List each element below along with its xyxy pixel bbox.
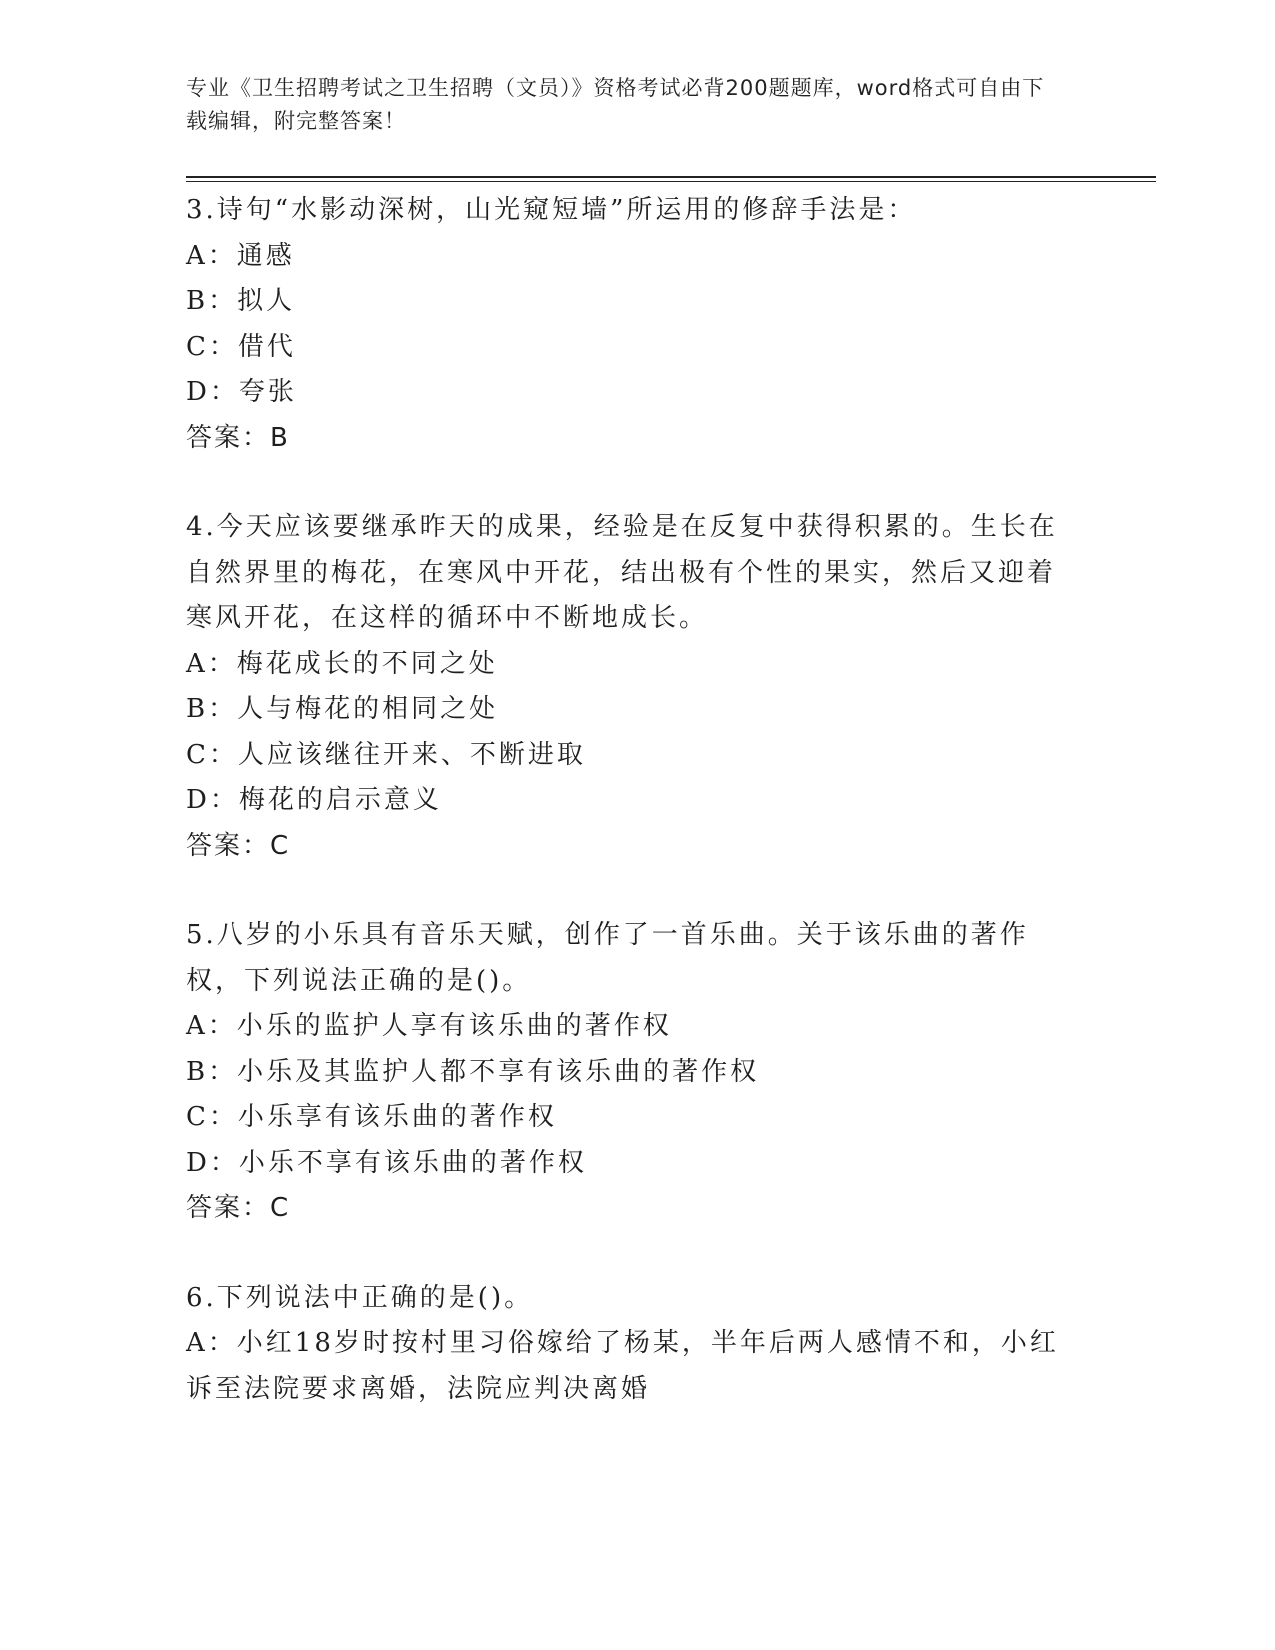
question-stem: 6.下列说法中正确的是()。 [186, 1282, 534, 1313]
option-b: B：人与梅花的相同之处 [186, 694, 499, 724]
option-c: C：借代 [186, 331, 296, 362]
question-stem: 5.八岁的小乐具有音乐天赋，创作了一首乐曲。关于该乐曲的著作权，下列说法正确的是()。 [186, 920, 1029, 996]
answer-line: 答案：C [186, 1193, 291, 1223]
option-c: C：小乐享有该乐曲的著作权 [186, 1102, 557, 1132]
question-item [186, 913, 1066, 1232]
question-item [186, 505, 1066, 869]
option-a: A：小乐的监护人享有该乐曲的著作权 [186, 1011, 672, 1041]
option-a: A：小红18岁时按村里习俗嫁给了杨某，半年后两人感情不和，小红诉至法院要求离婚，法院应判决离婚 [186, 1328, 1059, 1404]
header-divider [186, 176, 1156, 182]
option-b: B：小乐及其监护人都不享有该乐曲的著作权 [186, 1056, 760, 1087]
option-b: B：拟人 [186, 286, 296, 316]
answer-line: 答案：C [186, 830, 291, 861]
question-item [186, 1276, 1066, 1413]
answer-line: 答案：B [186, 422, 290, 453]
option-d: D：夸张 [186, 377, 297, 407]
option-a: A：梅花成长的不同之处 [186, 648, 498, 679]
question-stem: 3.诗句“水影动深树，山光窥短墙”所运用的修辞手法是： [186, 195, 917, 225]
question-stem: 4.今天应该要继承昨天的成果，经验是在反复中获得积累的。生长在自然界里的梅花，在寒风中开花，结出极有个性的果实，然后又迎着寒风开花，在这样的循环中不断地成长。 [186, 512, 1058, 633]
option-a: A：通感 [186, 240, 295, 271]
option-d: D：小乐不享有该乐曲的著作权 [186, 1147, 587, 1178]
question-item [186, 188, 1066, 461]
question-list [186, 188, 1066, 1456]
option-d: D：梅花的启示意义 [186, 785, 442, 815]
document-header: 专业《卫生招聘考试之卫生招聘（文员）》资格考试必背200题题库，word格式可自由下载编辑，附完整答案！ [186, 76, 1045, 133]
option-c: C：人应该继往开来、不断进取 [186, 739, 586, 770]
